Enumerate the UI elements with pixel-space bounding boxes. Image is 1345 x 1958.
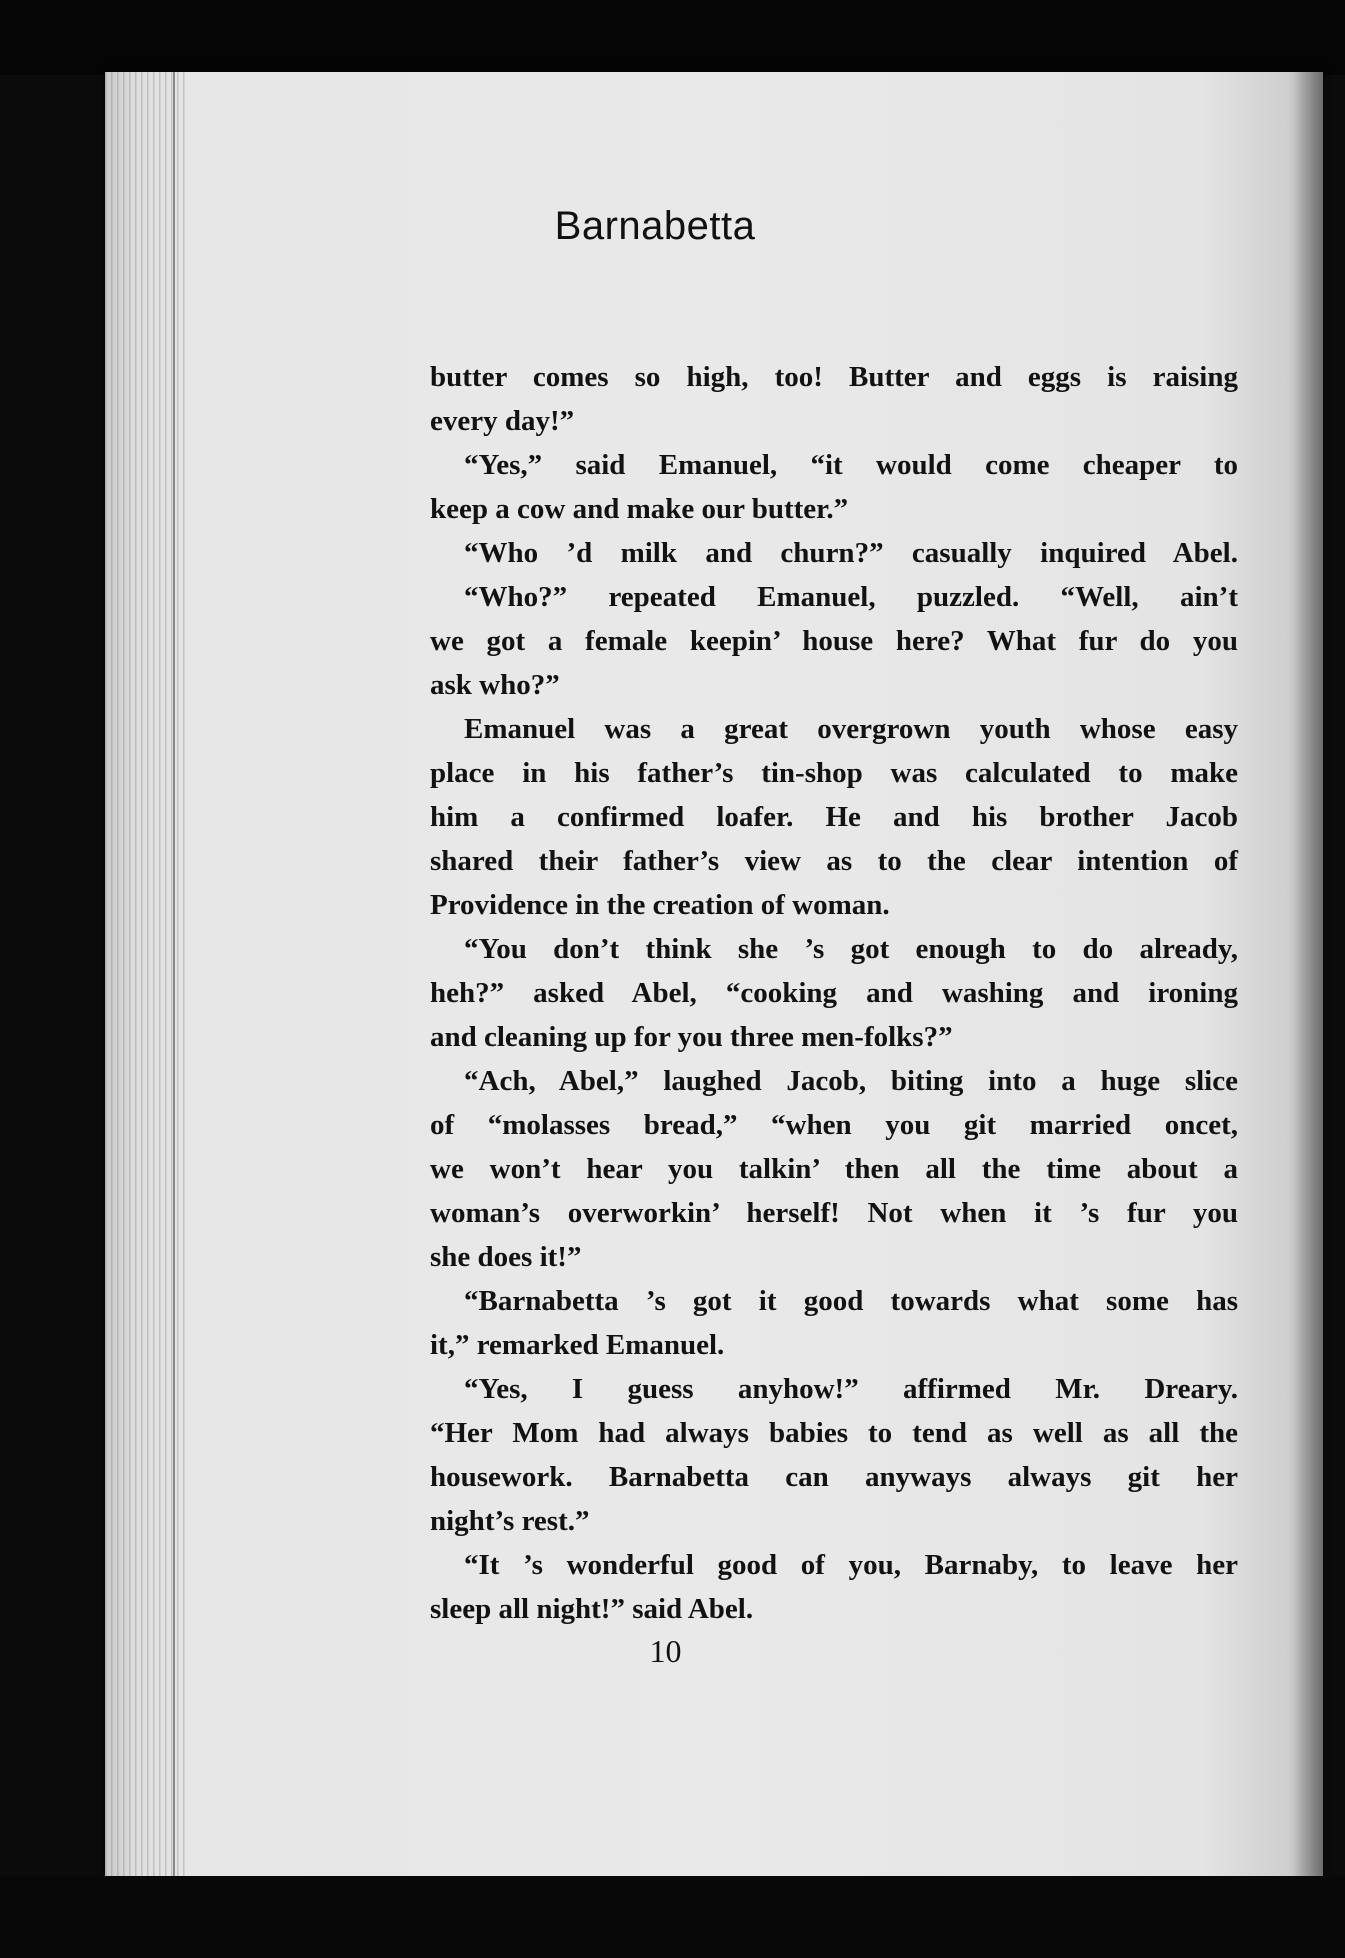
text-line: she does it!” (430, 1241, 582, 1273)
text-line: him a confirmed loafer. He and his brother Jacob (430, 801, 1238, 833)
text-line: “You don’t think she ’s got enough to do already, (464, 933, 1238, 965)
text-line: ask who?” (430, 669, 560, 701)
page-number: 10 (649, 1633, 682, 1669)
page-right-edge-shadow (1293, 72, 1323, 1876)
body-text (430, 355, 1238, 1631)
text-line: heh?” asked Abel, “cooking and washing and ironing (430, 977, 1238, 1009)
text-line: it,” remarked Emanuel. (430, 1329, 725, 1361)
text-line: “Her Mom had always babies to tend as well as all the (430, 1417, 1238, 1449)
text-line: “Ach, Abel,” laughed Jacob, biting into a huge slice (464, 1065, 1238, 1097)
text-line: keep a cow and make our butter.” (430, 493, 849, 525)
text-line: shared their father’s view as to the clear intention of (430, 845, 1238, 877)
text-line: place in his father’s tin-shop was calculated to make (430, 757, 1238, 789)
scan-border-bottom (0, 1876, 1345, 1958)
text-line: every day!” (430, 405, 575, 437)
text-line: woman’s overworkin’ herself! Not when it ’s fur you (430, 1197, 1238, 1229)
text-line: we won’t hear you talkin’ then all the time about a (430, 1153, 1238, 1185)
text-line: housework. Barnabetta can anyways always git her (430, 1461, 1238, 1493)
running-head: Barnabetta (554, 204, 756, 248)
text-line: “Who ’d milk and churn?” casually inquired Abel. (464, 537, 1238, 569)
text-line: “Who?” repeated Emanuel, puzzled. “Well, ain’t (464, 581, 1238, 613)
text-line: and cleaning up for you three men-folks?” (430, 1021, 953, 1053)
text-line: butter comes so high, too! Butter and eggs is raising (430, 361, 1238, 393)
text-line: Providence in the creation of woman. (430, 889, 890, 921)
text-line: “Barnabetta ’s got it good towards what some has (464, 1285, 1238, 1317)
binding-line (173, 72, 175, 1876)
text-line: “Yes, I guess anyhow!” affirmed Mr. Dreary. (464, 1373, 1238, 1405)
text-line: night’s rest.” (430, 1505, 590, 1537)
text-line: we got a female keepin’ house here? What fur do you (430, 625, 1238, 657)
text-line: Emanuel was a great overgrown youth whose easy (464, 713, 1238, 745)
text-line: “It ’s wonderful good of you, Barnaby, to leave her (464, 1549, 1238, 1581)
book-page (105, 72, 1323, 1876)
text-line: sleep all night!” said Abel. (430, 1593, 754, 1625)
text-line: of “molasses bread,” “when you git married oncet, (430, 1109, 1238, 1141)
text-line: “Yes,” said Emanuel, “it would come cheaper to (464, 449, 1238, 481)
scan-border-top (0, 0, 1345, 75)
